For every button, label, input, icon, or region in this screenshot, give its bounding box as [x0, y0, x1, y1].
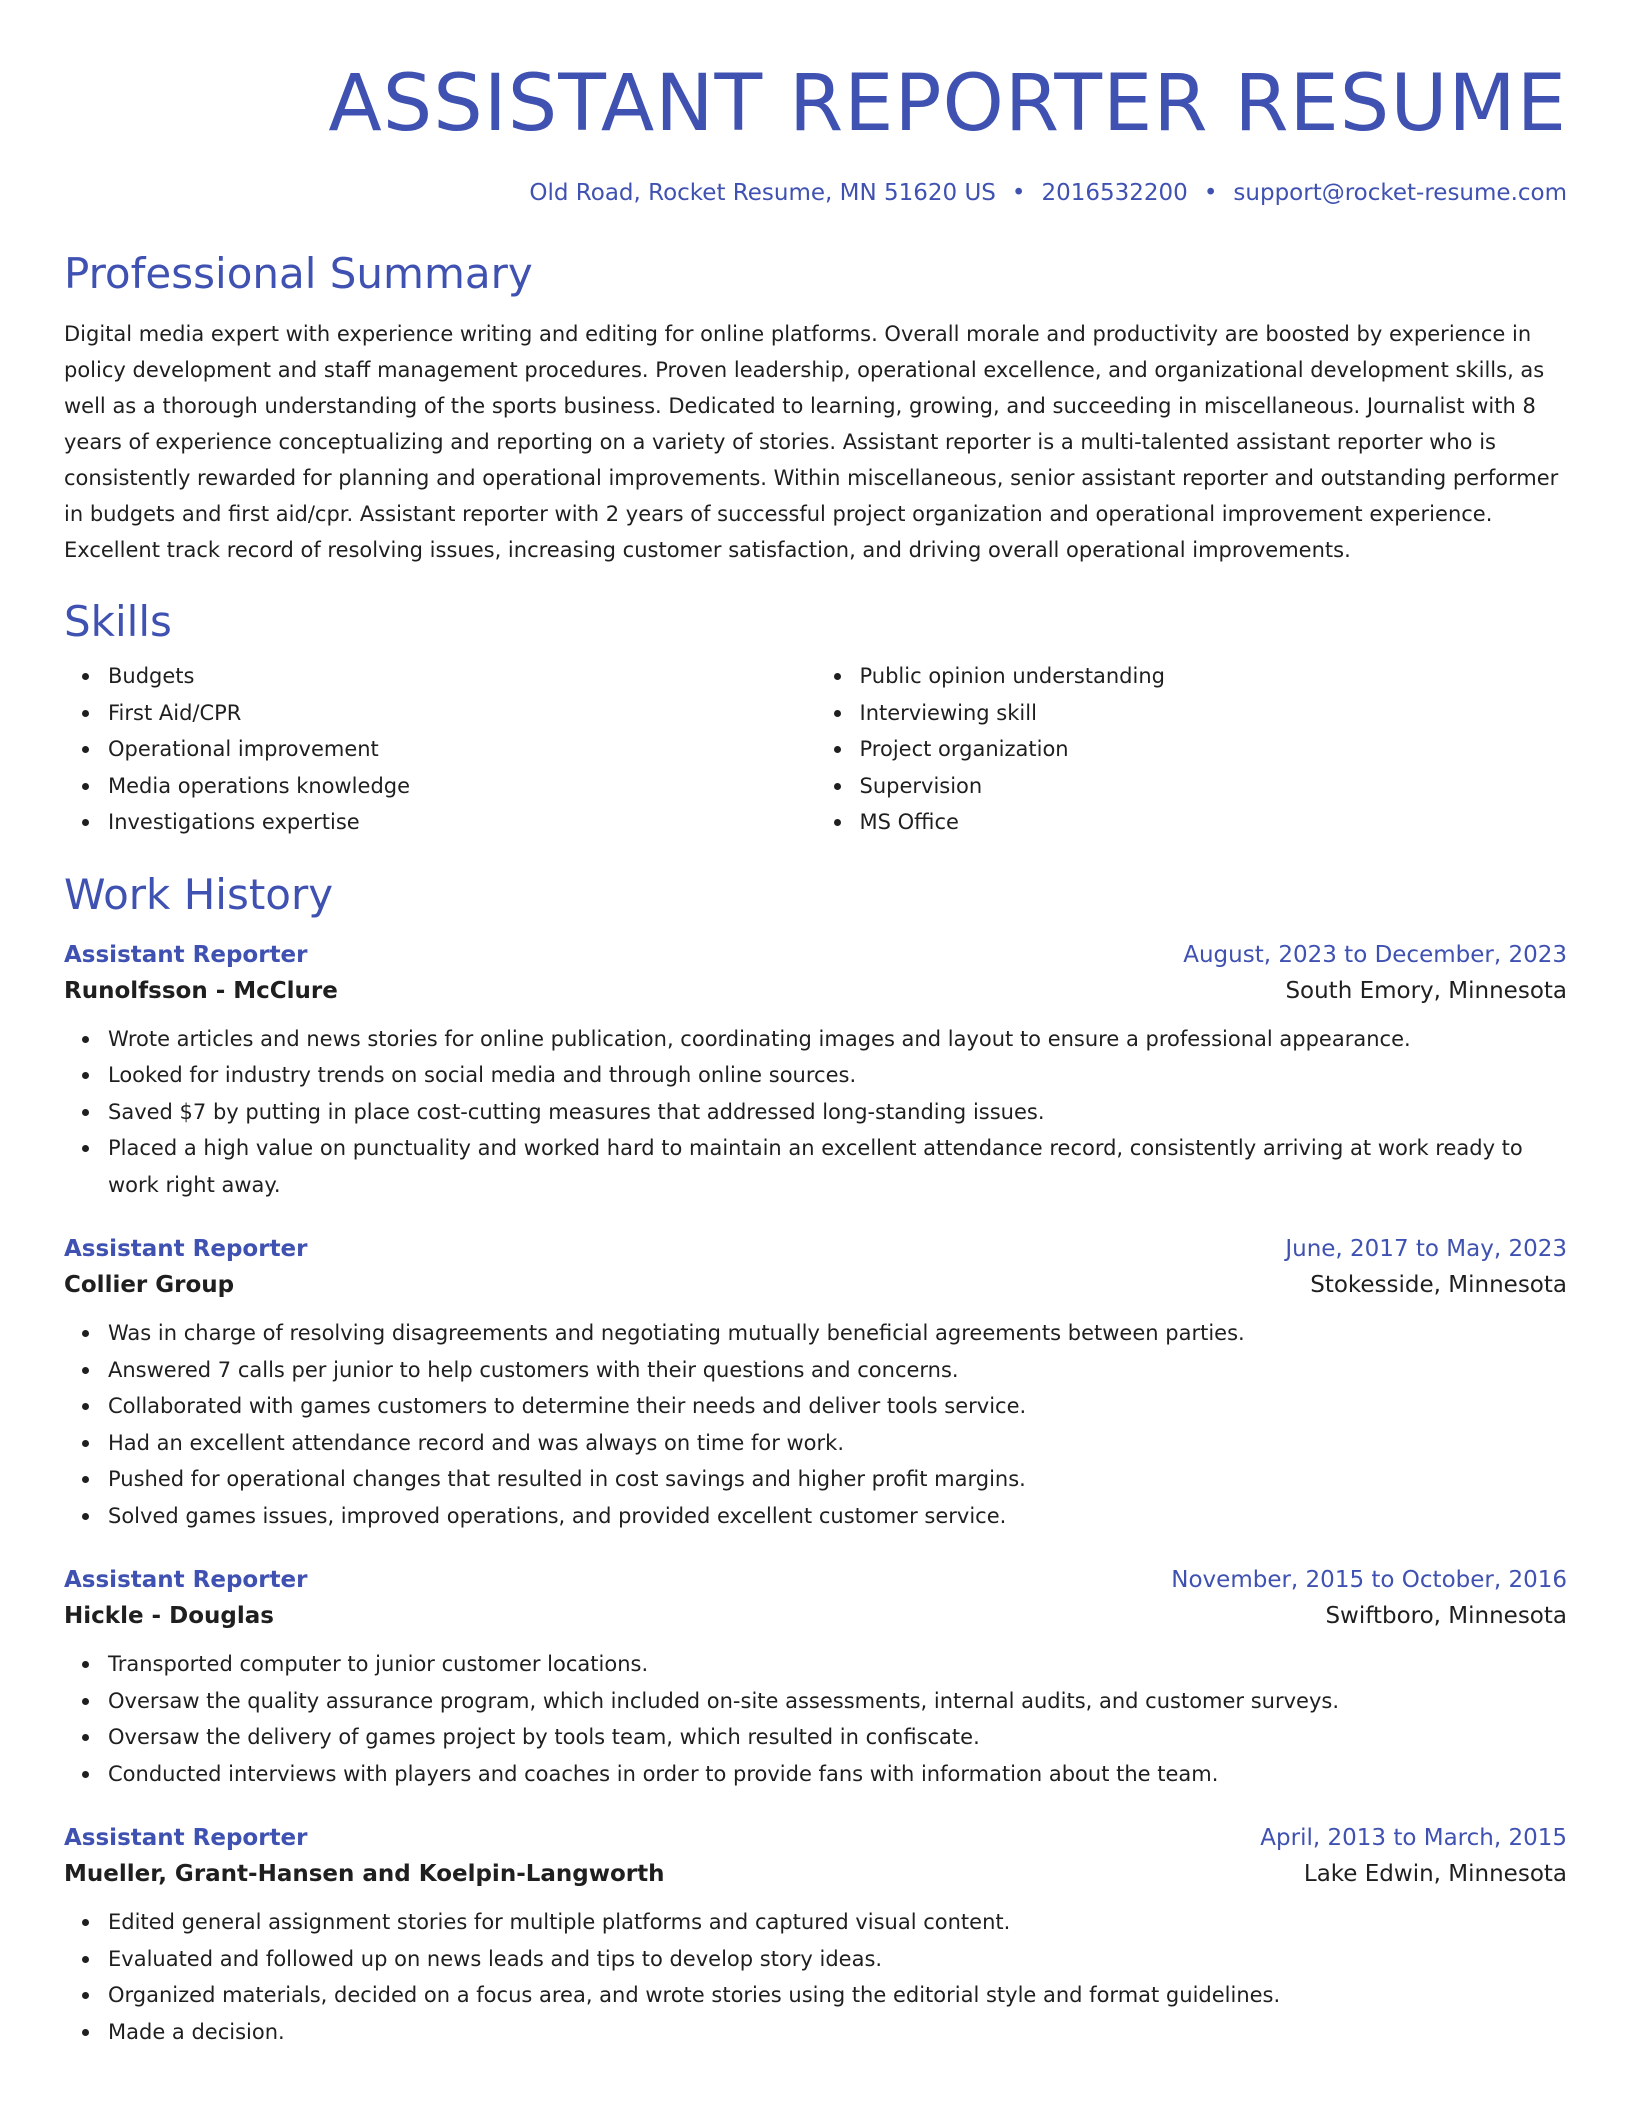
job-location: South Emory, Minnesota [1285, 977, 1567, 1004]
duty-item: Transported computer to junior customer locations. [108, 1646, 1567, 1683]
skill-item: Budgets [108, 658, 816, 695]
skill-item: Investigations expertise [108, 804, 816, 841]
contact-email[interactable]: support@rocket-resume.com [1233, 180, 1567, 206]
job-title: Assistant Reporter [64, 1567, 308, 1593]
job-duties [64, 1315, 1567, 1534]
skill-item: Operational improvement [108, 731, 816, 768]
duty-item: Answered 7 calls per junior to help customers with their questions and concerns. [108, 1352, 1567, 1389]
job-location: Swiftboro, Minnesota [1325, 1603, 1567, 1629]
duty-item: Placed a high value on punctuality and worked hard to maintain an excellent attendance record, consistently arriving at work ready to work right away. [108, 1130, 1567, 1203]
contact-separator: • [1011, 180, 1026, 206]
duty-item: Had an excellent attendance record and was always on time for work. [108, 1425, 1567, 1462]
skill-item: Interviewing skill [860, 695, 1568, 732]
job-dates: August, 2023 to December, 2023 [1183, 941, 1567, 968]
skills-column-left [64, 658, 816, 841]
duty-item: Made a decision. [108, 2014, 1567, 2051]
job-duties [64, 1021, 1567, 1204]
skills-list [64, 658, 1567, 841]
duty-item: Organized materials, decided on a focus area, and wrote stories using the editorial style and format guidelines. [108, 1977, 1567, 2014]
job-company: Runolfsson - McClure [64, 977, 338, 1004]
job-duties [64, 1646, 1567, 1792]
contact-info [64, 178, 1567, 208]
job-dates: April, 2013 to March, 2015 [1260, 1825, 1567, 1851]
duty-item: Was in charge of resolving disagreements and negotiating mutually beneficial agreements between parties. [108, 1315, 1567, 1352]
skills-column-right [816, 658, 1568, 841]
skills-heading: Skills [64, 597, 172, 646]
summary-heading: Professional Summary [64, 249, 533, 298]
resume-page [64, 0, 1567, 2050]
contact-phone: 2016532200 [1041, 180, 1188, 206]
job-title: Assistant Reporter [64, 941, 308, 968]
summary-text: Digital media expert with experience writing and editing for online platforms. Overall morale and productivity are boosted by experience in policy development and staff management procedures. Proven leadership, operational excellence, and organizational development skills, as well as a thorough understanding of the sports business. Dedicated to learning, growing, and succeeding in miscellaneous. Journalist with 8 years of experience conceptualizing and reporting on a variety of stories. Assistant reporter is a multi-talented assistant reporter who is consistently rewarded for planning and operational improvements. Within miscellaneous, senior assistant reporter and outstanding performer in budgets and first aid/cpr. Assistant reporter with 2 years of successful project organization and operational improvement experience. Excellent track record of resolving issues, increasing customer satisfaction, and driving overall operational improvements. [64, 322, 1559, 562]
duty-item: Oversaw the quality assurance program, which included on-site assessments, internal audits, and customer surveys. [108, 1683, 1567, 1720]
resume-title: ASSISTANT REPORTER RESUME [328, 59, 1567, 149]
contact-address: Old Road, Rocket Resume, MN 51620 US [529, 180, 996, 206]
skill-item: MS Office [860, 804, 1568, 841]
job-company: Mueller, Grant-Hansen and Koelpin-Langworth [64, 1861, 665, 1887]
job-title: Assistant Reporter [64, 1236, 308, 1262]
skill-item: Media operations knowledge [108, 768, 816, 805]
skill-item: Project organization [860, 731, 1568, 768]
job-company: Collier Group [64, 1272, 235, 1298]
skill-item: Supervision [860, 768, 1568, 805]
duty-item: Oversaw the delivery of games project by tools team, which resulted in confiscate. [108, 1719, 1567, 1756]
job-location: Lake Edwin, Minnesota [1303, 1861, 1567, 1887]
job-company: Hickle - Douglas [64, 1603, 274, 1629]
work-history-heading: Work History [64, 869, 334, 919]
duty-item: Looked for industry trends on social media and through online sources. [108, 1057, 1567, 1094]
job-title: Assistant Reporter [64, 1825, 308, 1851]
skill-item: Public opinion understanding [860, 658, 1568, 695]
job-duties [64, 1904, 1567, 2050]
job-entry [64, 1564, 1567, 1792]
duty-item: Wrote articles and news stories for online publication, coordinating images and layout to ensure a professional appearance. [108, 1021, 1567, 1058]
job-entry [64, 939, 1567, 1204]
duty-item: Evaluated and followed up on news leads and tips to develop story ideas. [108, 1941, 1567, 1978]
skill-item: First Aid/CPR [108, 695, 816, 732]
duty-item: Saved $7 by putting in place cost-cutting measures that addressed long-standing issues. [108, 1094, 1567, 1131]
duty-item: Collaborated with games customers to determine their needs and deliver tools service. [108, 1388, 1567, 1425]
duty-item: Pushed for operational changes that resulted in cost savings and higher profit margins. [108, 1461, 1567, 1498]
job-location: Stokesside, Minnesota [1310, 1272, 1567, 1298]
contact-separator: • [1203, 180, 1218, 206]
job-entry [64, 1822, 1567, 2050]
job-dates: November, 2015 to October, 2016 [1171, 1567, 1567, 1593]
job-entry [64, 1233, 1567, 1534]
duty-item: Conducted interviews with players and coaches in order to provide fans with information about the team. [108, 1756, 1567, 1793]
job-dates: June, 2017 to May, 2023 [1285, 1236, 1567, 1262]
duty-item: Edited general assignment stories for multiple platforms and captured visual content. [108, 1904, 1567, 1941]
duty-item: Solved games issues, improved operations, and provided excellent customer service. [108, 1498, 1567, 1535]
